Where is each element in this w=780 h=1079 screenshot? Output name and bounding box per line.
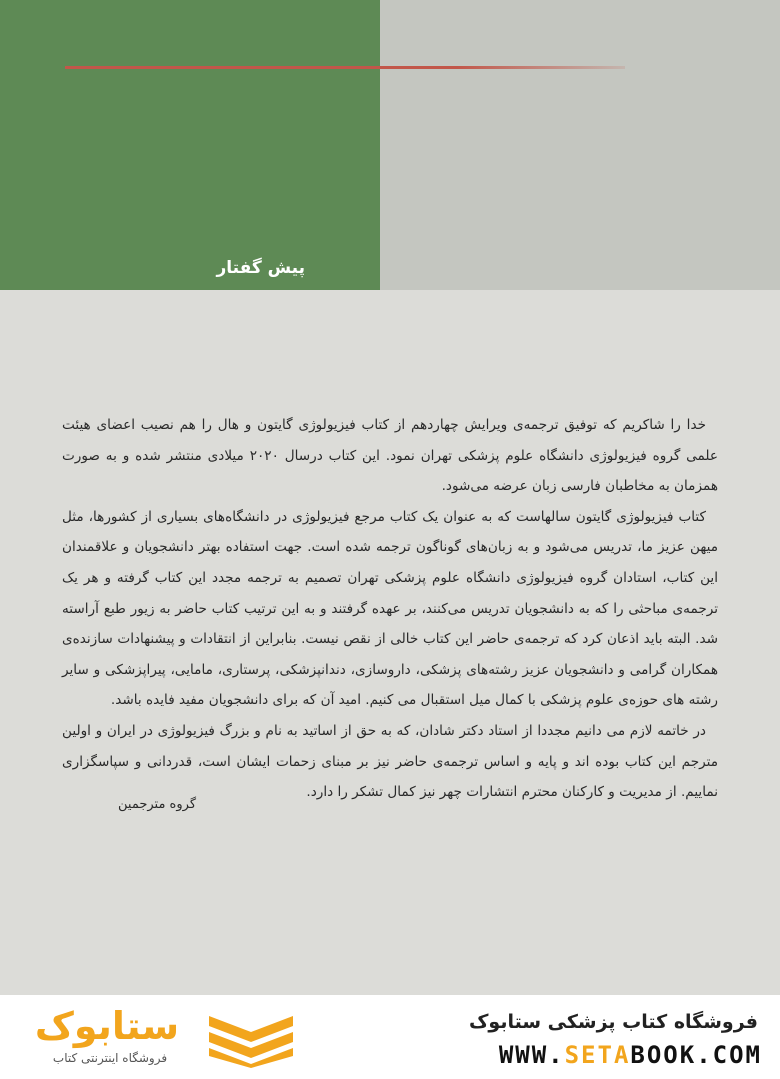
paragraph-1: خدا را شاکریم که توفیق ترجمه‌ی ویرایش چهاردهم از کتاب فیزیولوژی گایتون و هال را هم نصیب اعضای هیئت علمی گروه فیزیولوژی دانشگاه علوم پزشکی تهران نمود. این کتاب درسال ۲۰۲۰ میلادی منتشر شده و به صورت همزمان به مخاطبان فارسی زبان عرضه می‌شود. xyxy=(62,417,718,495)
accent-line xyxy=(65,66,625,69)
brand-logo-subtitle: فروشگاه اینترنتی کتاب xyxy=(52,1051,168,1065)
preface-text xyxy=(62,410,718,808)
url-prefix: WWW. xyxy=(498,1041,565,1069)
page-title: پیش گفتار xyxy=(216,258,305,278)
store-name: فروشگاه کتاب پزشکی ستابوک xyxy=(468,1011,758,1033)
url-accent: SETA xyxy=(564,1041,631,1069)
cover-gray-block xyxy=(380,0,780,290)
paragraph-2: کتاب فیزیولوژی گایتون سالهاست که به عنوان یک کتاب مرجع فیزیولوژی در دانشگاه‌های بسیاری از کشورها، مثل میهن عزیز ما، تدریس می‌شود و به زبان‌های گوناگون ترجمه شده است. جهت استفاده بهتر دانشجویان و علاقمندان این کتاب، استادان گروه فیزیولوژی دانشگاه علوم پزشکی تهران تصمیم به ترجمه مجدد این کتاب گرفته و هر یک ترجمه‌ی مباحثی را که به دانشجویان تدریس می‌کنند، بر عهده گرفتند و به این ترتیب کتاب حاضر به زیور طبع آراسته شد. البته باید اذعان کرد که ترجمه‌ی حاضر این کتاب خالی از نقص نیست. بنابراین از انتقادات و پیشنهادات سازنده‌ی همکاران گرامی و دانشجویان عزیز رشته‌های پزشکی، داروسازی، دندانپزشکی، پرستاری، مامایی، پیراپزشکی و سایر رشته های حوزه‌ی علوم پزشکی با کمال میل استقبال می کنیم. امید آن که برای دانشجویان مفید فایده باشد. xyxy=(62,508,718,709)
chevron-stack-icon xyxy=(205,1012,297,1068)
store-url[interactable] xyxy=(499,1041,762,1069)
paragraph-3: در خاتمه لازم می دانیم مجددا از استاد دکتر شادان، که به حق از اساتید به نام و بزرگ فیزیولوژی در ایران و اولین مترجم این کتاب بوده اند و پایه و اساس ترجمه‌ی حاضر نیز بر مبنای زحمات ایشان است، قدردانی و سپاسگزاری نماییم. از مدیریت و کارکنان محترم انتشارات چهر نیز کمال تشکر را دارد. xyxy=(62,722,718,801)
brand-logo-text: ستابوک xyxy=(34,1004,180,1048)
cover-green-block xyxy=(0,0,380,290)
store-footer xyxy=(0,995,780,1079)
url-suffix: BOOK.COM xyxy=(630,1041,762,1069)
signature: گروه مترجمین xyxy=(118,797,197,812)
bleed-through-text xyxy=(60,318,720,337)
